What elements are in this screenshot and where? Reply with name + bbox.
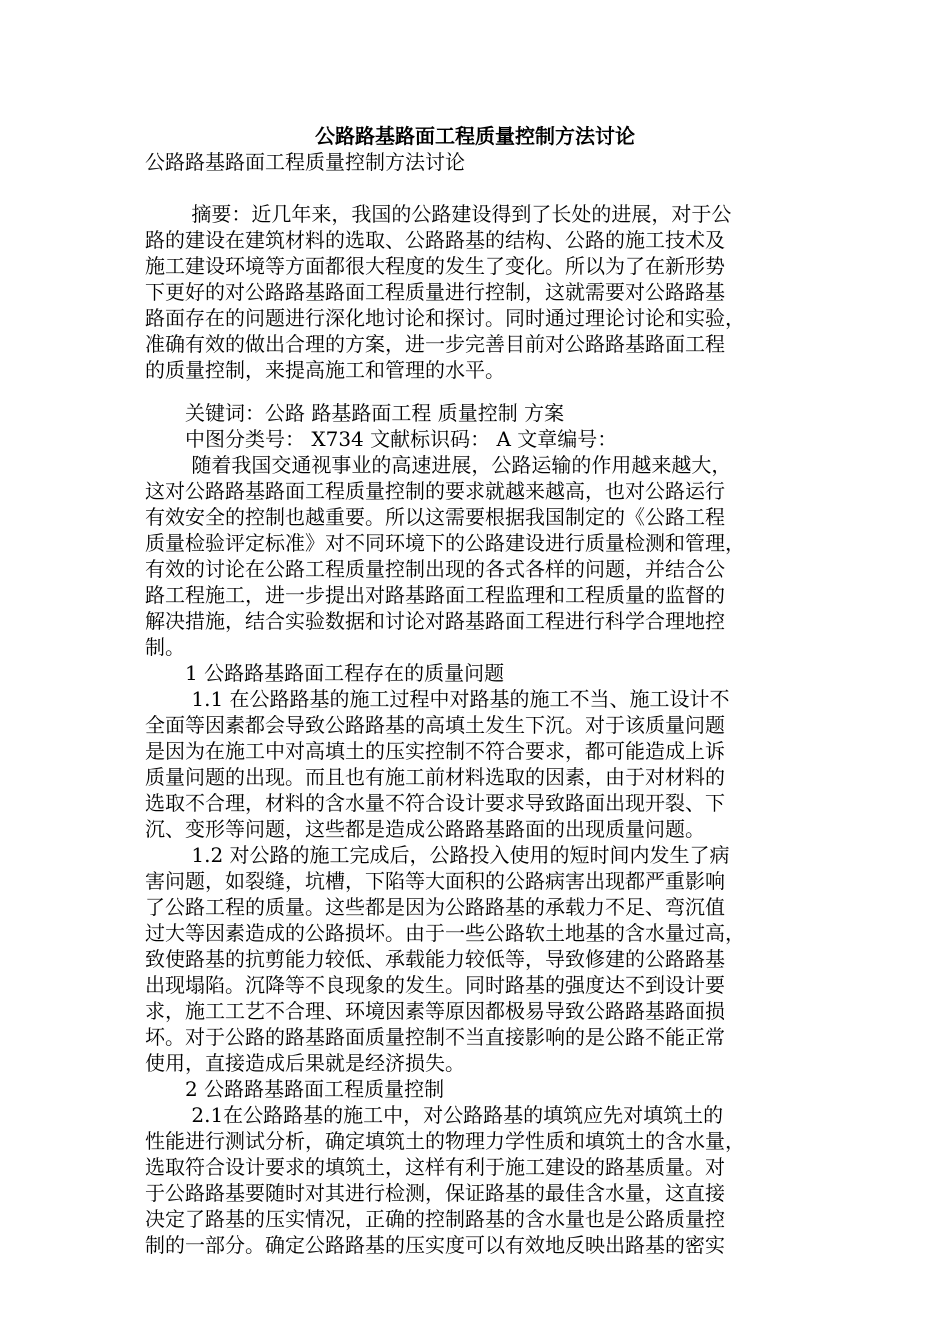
- body-line: 全面等因素都会导致公路路基的高填土发生下沉。对于该质量问题: [145, 713, 725, 737]
- body-line: 制。: [145, 635, 185, 659]
- body-line: 这对公路路基路面工程质量控制的要求就越来越高，也对公路运行: [145, 479, 725, 503]
- section-heading: 2 公路路基路面工程质量控制: [145, 1077, 445, 1101]
- section-heading: 1 公路路基路面工程存在的质量问题: [145, 661, 505, 685]
- body-line: 施工建设环境等方面都很大程度的发生了变化。所以为了在新形势: [145, 254, 725, 278]
- body-line: 选取不合理，材料的含水量不符合设计要求导致路面出现开裂、下: [145, 791, 725, 815]
- body-line: 有效安全的控制也越重要。所以这需要根据我国制定的《公路工程: [145, 505, 725, 529]
- body-line: 于公路路基要随时对其进行检测，保证路基的最佳含水量，这直接: [145, 1181, 725, 1205]
- body-line: 路的建设在建筑材料的选取、公路路基的结构、公路的施工技术及: [145, 228, 725, 252]
- body-line: 随着我国交通视事业的高速进展，公路运输的作用越来越大，: [145, 453, 732, 477]
- body-line: 使用，直接造成后果就是经济损失。: [145, 1051, 465, 1075]
- body-line: 质量检验评定标准》对不同环境下的公路建设进行质量检测和管理，: [145, 531, 745, 555]
- body-line: 质量问题的出现。而且也有施工前材料选取的因素，由于对材料的: [145, 765, 725, 789]
- body-line: 2.1在公路路基的施工中，对公路路基的填筑应先对填筑土的: [145, 1103, 724, 1127]
- document-subtitle: 公路路基路面工程质量控制方法讨论: [145, 150, 465, 174]
- body-line: 的质量控制，来提高施工和管理的水平。: [145, 358, 505, 382]
- body-line: 致使路基的抗剪能力较低、承载能力较低等，导致修建的公路路基: [145, 947, 725, 971]
- body-line: 了公路工程的质量。这些都是因为公路路基的承载力不足、弯沉值: [145, 895, 725, 919]
- document-title: 公路路基路面工程质量控制方法讨论: [315, 124, 635, 148]
- body-line: 选取符合设计要求的填筑土，这样有利于施工建设的路基质量。对: [145, 1155, 725, 1179]
- body-line: 性能进行测试分析，确定填筑土的物理力学性质和填筑土的含水量，: [145, 1129, 745, 1153]
- keywords-line: 关键词：公路 路基路面工程 质量控制 方案: [145, 401, 565, 425]
- body-line: 有效的讨论在公路工程质量控制出现的各式各样的问题，并结合公: [145, 557, 725, 581]
- classification-line: 中图分类号： X734 文献标识码： A 文章编号：: [145, 427, 618, 451]
- body-line: 决定了路基的压实情况，正确的控制路基的含水量也是公路质量控: [145, 1207, 725, 1231]
- body-line: 求，施工工艺不合理、环境因素等原因都极易导致公路路基路面损: [145, 999, 725, 1023]
- body-line: 出现塌陷。沉降等不良现象的发生。同时路基的强度达不到设计要: [145, 973, 725, 997]
- body-line: 1.2 对公路的施工完成后，公路投入使用的短时间内发生了病: [145, 843, 730, 867]
- body-line: 是因为在施工中对高填土的压实控制不符合要求，都可能造成上诉: [145, 739, 725, 763]
- body-line: 沉、变形等问题，这些都是造成公路路基路面的出现质量问题。: [145, 817, 705, 841]
- body-line: 摘要：近几年来，我国的公路建设得到了长处的进展，对于公: [145, 202, 732, 226]
- body-line: 路工程施工，进一步提出对路基路面工程监理和工程质量的监督的: [145, 583, 725, 607]
- body-line: 路面存在的问题进行深化地讨论和探讨。同时通过理论讨论和实验，: [145, 306, 745, 330]
- body-line: 制的一部分。确定公路路基的压实度可以有效地反映出路基的密实: [145, 1233, 725, 1257]
- body-line: 下更好的对公路路基路面工程质量进行控制，这就需要对公路路基: [145, 280, 725, 304]
- body-line: 解决措施，结合实验数据和讨论对路基路面工程进行科学合理地控: [145, 609, 725, 633]
- body-line: 1.1 在公路路基的施工过程中对路基的施工不当、施工设计不: [145, 687, 730, 711]
- body-line: 准确有效的做出合理的方案，进一步完善目前对公路路基路面工程: [145, 332, 725, 356]
- body-line: 过大等因素造成的公路损坏。由于一些公路软土地基的含水量过高，: [145, 921, 745, 945]
- body-line: 害问题，如裂缝，坑槽，下陷等大面积的公路病害出现都严重影响: [145, 869, 725, 893]
- body-line: 坏。对于公路的路基路面质量控制不当直接影响的是公路不能正常: [145, 1025, 725, 1049]
